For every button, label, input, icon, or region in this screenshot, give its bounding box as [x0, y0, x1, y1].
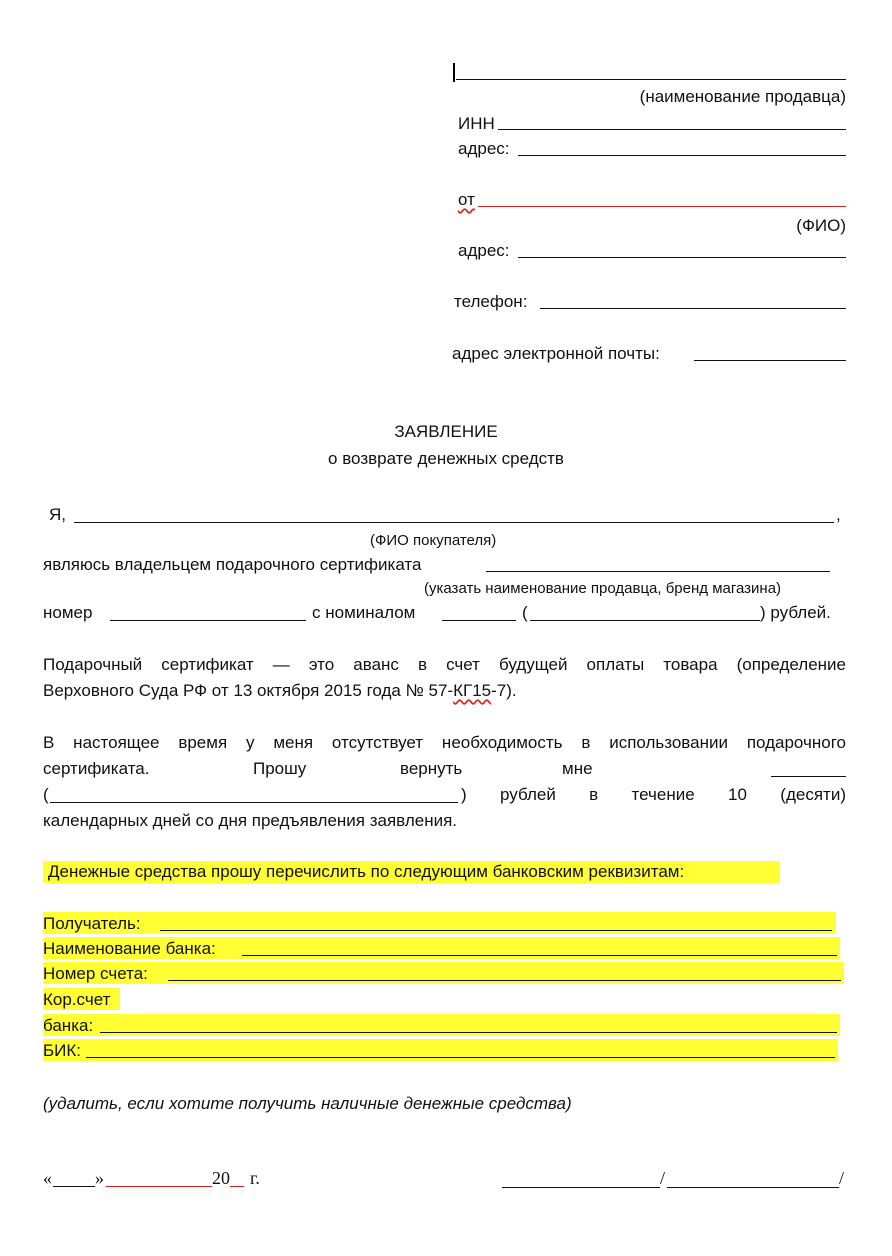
bik-field[interactable]: [86, 1057, 835, 1058]
bik-label: БИК:: [43, 1041, 82, 1060]
para2-word-1: сертификата.: [43, 759, 150, 778]
seller-caption: (наименование продавца): [639, 87, 846, 106]
seller-address-label: адрес:: [458, 139, 510, 158]
para1-line2: [43, 681, 517, 701]
para2-line1: В настоящее время у меня отсутствует необходимость в использовании подарочного: [43, 733, 846, 752]
from-label: от: [458, 190, 475, 209]
signature-end-slash: /: [839, 1168, 845, 1188]
refund-amount-field[interactable]: [771, 776, 846, 777]
para2-word-4: мне: [562, 759, 593, 778]
document-title: ЗАЯВЛЕНИЕ: [394, 422, 498, 441]
para1-text-a: Верховного Суда РФ от 13 октября 2015 года № 57-: [43, 681, 454, 700]
date-year-field[interactable]: [230, 1186, 244, 1187]
signature-name-field[interactable]: [667, 1187, 839, 1188]
nominal-field[interactable]: [442, 620, 516, 621]
applicant-address-field[interactable]: [518, 257, 846, 258]
bank-intro: Денежные средства прошу перечислить по следующим банковским реквизитам:: [48, 862, 685, 881]
inn-field[interactable]: [498, 129, 846, 130]
para2-word-2: Прошу: [253, 759, 307, 778]
account-label: Номер счета:: [43, 964, 148, 983]
i-label: Я,: [49, 505, 66, 524]
nominal-words-field[interactable]: [530, 620, 760, 621]
seller-brand-caption: (указать наименование продавца, бренд магазина): [424, 580, 782, 597]
from-field[interactable]: [478, 206, 846, 207]
signature-slash: /: [660, 1168, 666, 1188]
seller-name-field[interactable]: [456, 79, 846, 80]
date-close-quote: »: [95, 1168, 104, 1188]
comma: ,: [836, 505, 841, 524]
open-paren-2: (: [43, 785, 49, 804]
signature-field[interactable]: [502, 1187, 660, 1188]
open-paren: (: [522, 603, 528, 622]
date-open-quote: «: [43, 1168, 52, 1188]
corr-bank-label: банка:: [43, 1016, 94, 1035]
para1-line1: Подарочный сертификат — это аванс в счет будущей оплаты товара (определение: [43, 655, 846, 674]
nominal-label: с номиналом: [312, 603, 416, 622]
buyer-caption: (ФИО покупателя): [370, 532, 497, 549]
para2-word-3: вернуть: [400, 759, 463, 778]
document-subtitle: о возврате денежных средств: [328, 449, 564, 468]
email-label: адрес электронной почты:: [452, 344, 660, 363]
certificate-seller-field[interactable]: [486, 571, 830, 572]
inn-label: ИНН: [458, 114, 495, 133]
text-cursor: [453, 63, 455, 82]
email-field[interactable]: [694, 360, 846, 361]
date-month-field[interactable]: [106, 1186, 212, 1187]
para1-text-c: -7).: [491, 681, 517, 700]
phone-field[interactable]: [540, 308, 846, 309]
fio-caption: (ФИО): [796, 216, 846, 235]
bank-name-field[interactable]: [242, 955, 837, 956]
corr-account-field[interactable]: [100, 1032, 837, 1033]
date-year-suffix: г.: [250, 1168, 260, 1188]
recipient-label: Получатель:: [43, 914, 141, 933]
certificate-number-field[interactable]: [110, 620, 306, 621]
cash-note: (удалить, если хотите получить наличные денежные средства): [43, 1094, 572, 1113]
owner-text: являюсь владельцем подарочного сертификата: [43, 555, 422, 574]
account-field[interactable]: [168, 980, 841, 981]
buyer-fio-field[interactable]: [74, 522, 834, 523]
para2-line3-rest: ) рублей в течение 10 (десяти): [461, 785, 846, 804]
applicant-address-label: адрес:: [458, 241, 510, 260]
number-label: номер: [43, 603, 93, 622]
para1-text-b: КГ15: [453, 681, 492, 700]
phone-label: телефон:: [454, 292, 528, 311]
rubles-label: ) рублей.: [760, 603, 831, 622]
corr-account-label: Кор.счет: [43, 990, 111, 1009]
recipient-field[interactable]: [160, 930, 832, 931]
date-year: 20: [212, 1168, 230, 1188]
seller-address-field[interactable]: [518, 155, 846, 156]
refund-words-field[interactable]: [50, 802, 458, 803]
bank-name-label: Наименование банка:: [43, 939, 216, 958]
para2-line4: календарных дней со дня предъявления заявления.: [43, 811, 458, 830]
date-day-field[interactable]: [53, 1186, 95, 1187]
